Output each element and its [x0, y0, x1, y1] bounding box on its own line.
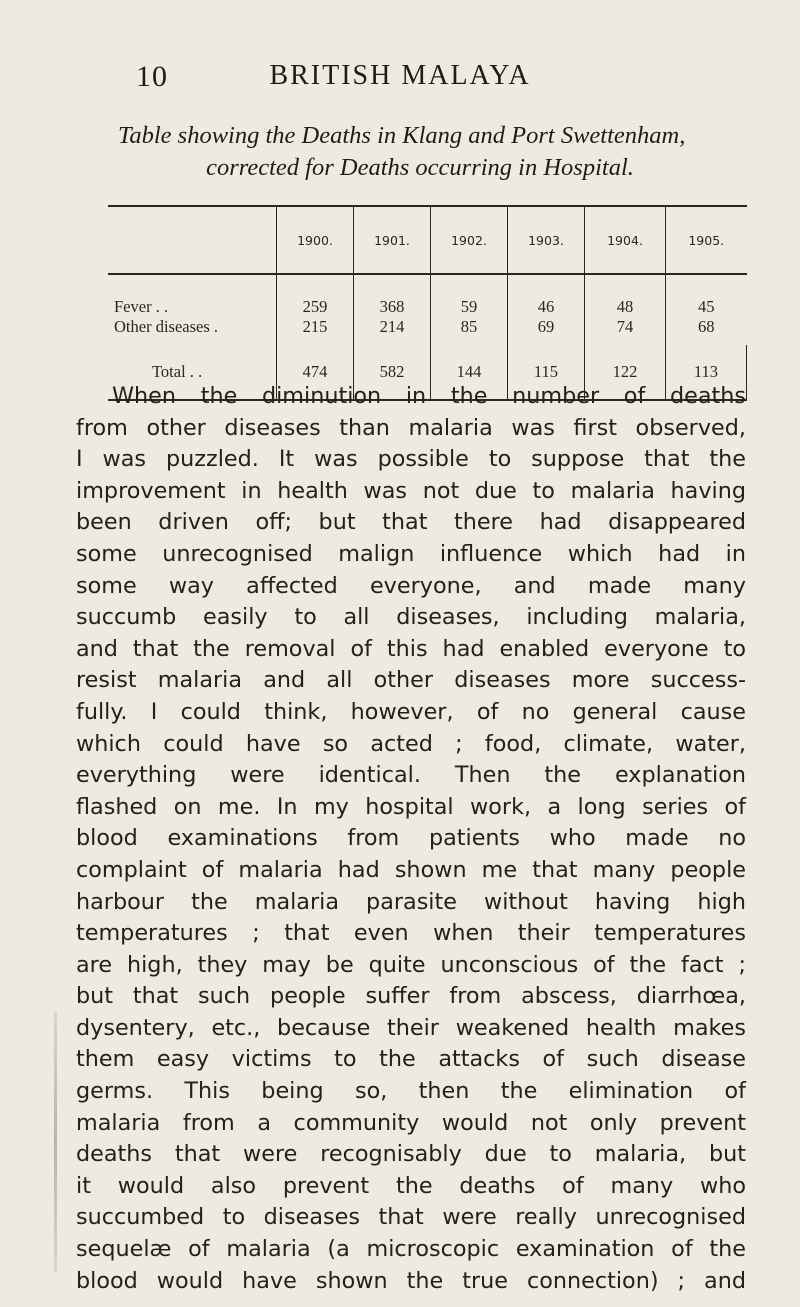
- row-label: [108, 274, 277, 317]
- table-cell: 45: [698, 297, 715, 316]
- text-line: germs. This being so, then the elimination of: [76, 1078, 746, 1105]
- body-paragraph: [76, 381, 746, 1297]
- table-cell: 85: [431, 317, 508, 345]
- caption-line-1: Table showing the Deaths in Klang and Port Swettenham,: [118, 122, 686, 149]
- text-line: them easy victims to the attacks of such disease: [76, 1046, 746, 1073]
- text-line: succumbed to diseases that were really unrecognised: [76, 1204, 746, 1231]
- table-cell: 259: [277, 274, 354, 317]
- table-cell: 214: [354, 317, 431, 345]
- table-cell: 74: [585, 317, 666, 345]
- table-row-fever: [108, 274, 747, 317]
- table-cell: 215: [277, 317, 354, 345]
- table-cell: 368: [354, 274, 431, 317]
- text-line: blood would have shown the true connection) ; and: [76, 1267, 746, 1294]
- table-cell: 582: [354, 345, 431, 400]
- binding-shadow-mark: [54, 1012, 57, 1272]
- text-line: flashed on me. In my hospital work, a long series of: [76, 793, 746, 820]
- table-caption: [110, 120, 730, 184]
- running-title: BRITISH MALAYA: [269, 60, 531, 91]
- text-line: but that such people suffer from abscess, diarrhœa,: [76, 983, 746, 1010]
- text-line: temperatures ; that even when their temperatures: [76, 920, 746, 947]
- table-header-row: [108, 206, 747, 274]
- text-line: harbour the malaria parasite without having high: [76, 888, 746, 915]
- text-line: and that the removal of this had enabled everyone to: [76, 635, 746, 662]
- text-line: improvement in health was not due to malaria having: [76, 477, 746, 504]
- year-header-1903: 1903.: [508, 206, 585, 274]
- table-row-other-diseases: [108, 317, 747, 345]
- text-line: deaths that were recognisably due to malaria, but: [76, 1141, 746, 1168]
- text-line: blood examinations from patients who made no: [76, 825, 746, 852]
- table-cell: 59: [431, 274, 508, 317]
- text-line: sequelæ of malaria (a microscopic examination of the: [76, 1236, 746, 1263]
- text-line: from other diseases than malaria was first observed,: [76, 414, 746, 441]
- text-line: it would also prevent the deaths of many who: [76, 1172, 746, 1199]
- year-header-1905: 1905.: [666, 206, 747, 274]
- text-line: everything were identical. Then the explanation: [76, 762, 746, 789]
- table-cell: 113: [666, 345, 747, 400]
- page-number: 10: [136, 60, 168, 93]
- header-blank-cell: [108, 206, 277, 274]
- text-line: succumb easily to all diseases, including malaria,: [76, 604, 746, 631]
- year-header-1902: 1902.: [431, 206, 508, 274]
- row-label-text: Fever . .: [114, 297, 169, 316]
- table-cell: 122: [585, 345, 666, 400]
- row-label-text: Other diseases .: [114, 317, 219, 336]
- table-cell: 69: [508, 317, 585, 345]
- table-cell: 68: [698, 317, 715, 336]
- year-header-1901: 1901.: [354, 206, 431, 274]
- caption-line-2: corrected for Deaths occurring in Hospital.: [206, 154, 634, 181]
- row-label-text: Total . .: [152, 362, 203, 381]
- text-line: fully. I could think, however, of no general cause: [76, 698, 746, 725]
- text-line: complaint of malaria had shown me that many people: [76, 856, 746, 883]
- text-line: I was puzzled. It was possible to suppose that the: [76, 446, 746, 473]
- text-line: When the diminution in the number of deaths: [112, 383, 746, 409]
- table-cell: 115: [508, 345, 585, 400]
- text-line: been driven off; but that there had disappeared: [76, 509, 746, 536]
- running-head: [0, 60, 800, 100]
- table-cell: 46: [508, 274, 585, 317]
- row-label: [108, 317, 277, 345]
- text-line: malaria from a community would not only prevent: [76, 1109, 746, 1136]
- text-line: some unrecognised malign influence which had in: [76, 540, 746, 567]
- text-line: resist malaria and all other diseases more success-: [76, 667, 746, 694]
- table-cell: 48: [585, 274, 666, 317]
- text-line: dysentery, etc., because their weakened health makes: [76, 1014, 746, 1041]
- table-cell: 144: [431, 345, 508, 400]
- deaths-table: [108, 205, 747, 401]
- text-line: some way affected everyone, and made many: [76, 572, 746, 599]
- table-cell: 474: [277, 345, 354, 400]
- year-header-1904: 1904.: [585, 206, 666, 274]
- year-header-1900: 1900.: [277, 206, 354, 274]
- text-line: which could have so acted ; food, climate, water,: [76, 730, 746, 757]
- text-line: are high, they may be quite unconscious of the fact ;: [76, 951, 746, 978]
- deaths-table-wrap: [108, 205, 747, 401]
